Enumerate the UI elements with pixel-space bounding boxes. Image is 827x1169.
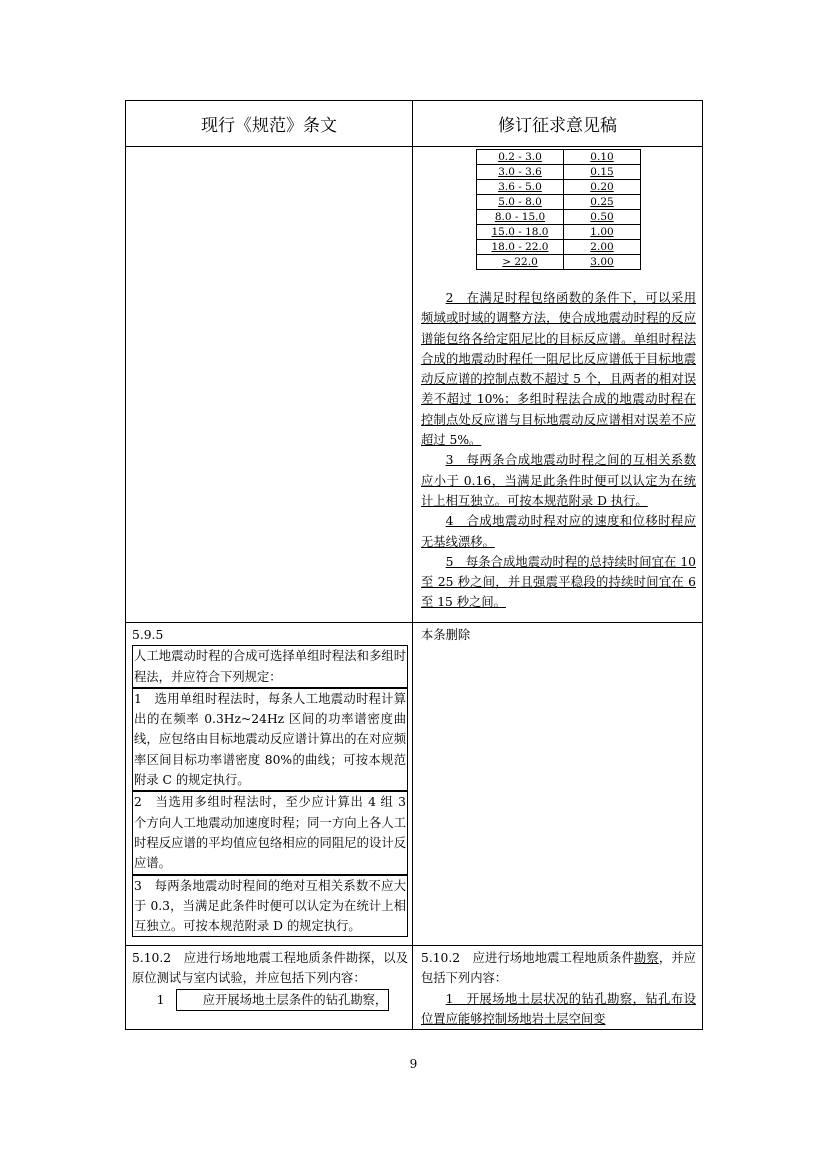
value-cell: 0.10: [564, 150, 641, 165]
clause-item-2: 2 在满足时程包络函数的条件下，可以采用频域或时域的调整方法，使合成地震动时程的反应谱能包络各给定阻尼比的目标反应谱。单组时程法合成的地震动时程任一阻尼比反应谱低于目标地震动反应谱的控制点数不超过 5 个，且两者的相对误差不超过 10%；多组时程法合成的地震动时程在控制点处反应谱与目标地震动反应谱相对误差不应超过 5%。: [421, 291, 696, 448]
value-cell: 3.00: [564, 255, 641, 270]
left-empty-cell: [126, 147, 413, 623]
table-row: [477, 210, 641, 225]
table-row: [477, 225, 641, 240]
right-column-title: 修订征求意见稿: [413, 101, 703, 147]
table-row: [477, 165, 641, 180]
right-clause-5102-cell: [413, 946, 703, 1030]
clause-5102-item-1: [132, 989, 408, 1011]
header-row: [126, 101, 703, 147]
clause-5102-revised-item-1: 1 开展场地土层状况的钻孔勘察，钻孔布设位置应能够控制场地岩土层空间变: [421, 991, 696, 1026]
clause-5102-revised-intro: [421, 948, 696, 989]
left-clause-5102-cell: [126, 946, 413, 1030]
period-cell: 3.0 - 3.6: [477, 165, 564, 180]
table-row: [477, 150, 641, 165]
clause-595-item-1-text: 1 选用单组时程法时，每条人工地震动时程计算出的在频率 0.3Hz~24Hz 区间的功率谱密度曲线，应包络由目标地震动反应谱计算出的在对应频率区间目标功率谱密度 80%的曲线；可按本规范附录 C 的规定执行。: [132, 688, 408, 791]
row-clause-595: [126, 623, 703, 946]
clause-item-4: 4 合成地震动时程对应的速度和位移时程应无基线漂移。: [421, 514, 696, 549]
intro-underlined: 勘察: [634, 951, 659, 965]
item-number: 1: [156, 992, 165, 1007]
value-cell: 0.50: [564, 210, 641, 225]
page-number: 9: [409, 1057, 418, 1071]
clause-595-item-3: [132, 875, 408, 938]
value-cell: 0.15: [564, 165, 641, 180]
table-row: [477, 195, 641, 210]
clause-number: 5.9.5: [132, 628, 164, 642]
value-cell: 2.00: [564, 240, 641, 255]
comparison-table: [125, 100, 703, 1030]
row-clause-5102: [126, 946, 703, 1030]
period-cell: 18.0 - 22.0: [477, 240, 564, 255]
period-cell: > 22.0: [477, 255, 564, 270]
table-row: [477, 180, 641, 195]
clause-5102-intro: 5.10.2 应进行场地地震工程地质条件勘探，以及原位测试与室内试验，并应包括下列内容：: [132, 951, 408, 986]
value-cell: 0.20: [564, 180, 641, 195]
clause-595-item-2: [132, 791, 408, 874]
table-row: [477, 255, 641, 270]
table-row: [477, 240, 641, 255]
clause-5102-item-1-text: 应开展场地土层条件的钻孔勘察，: [176, 989, 389, 1011]
right-continued-cell: [413, 147, 703, 623]
period-cell: 0.2 - 3.0: [477, 150, 564, 165]
right-clause-595-cell: [413, 623, 703, 946]
intro-part-b: ，并应包括下列内容：: [421, 951, 696, 986]
clause-item-3: 3 每两条合成地震动时程之间的互相关系数应小于 0.16，当满足此条件时便可以认定为在统计上相互独立。可按本规范附录 D 执行。: [421, 453, 696, 508]
damping-table: [476, 149, 641, 270]
period-cell: 8.0 - 15.0: [477, 210, 564, 225]
period-cell: 5.0 - 8.0: [477, 195, 564, 210]
left-clause-595-cell: [126, 623, 413, 946]
clause-595-intro-text: 人工地震动时程的合成可选择单组时程法和多组时程法，并应符合下列规定：: [132, 645, 408, 688]
row-continued: [126, 147, 703, 623]
value-cell: 0.25: [564, 195, 641, 210]
clause-595-item-2-text: 2 当选用多组时程法时，至少应计算出 4 组 3 个方向人工地震动加速度时程；同一方向上各人工时程反应谱的平均值应包络相应的同阻尼的设计反应谱。: [132, 791, 408, 874]
clause-item-5: 5 每条合成地震动时程的总持续时间宜在 10 至 25 秒之间，并且强震平稳段的持续时间宜在 6 至 15 秒之间。: [421, 554, 696, 610]
period-cell: 15.0 - 18.0: [477, 225, 564, 240]
intro-part-a: 5.10.2 应进行场地地震工程地质条件: [421, 951, 635, 965]
period-cell: 3.6 - 5.0: [477, 180, 564, 195]
clause-595-item-1: [132, 688, 408, 791]
left-column-title: 现行《规范》条文: [126, 101, 413, 147]
clause-595-intro: [132, 625, 408, 688]
clause-595-item-3-text: 3 每两条地震动时程间的绝对互相关系数不应大于 0.3，当满足此条件时便可以认定为在统计上相互独立。可按本规范附录 D 的规定执行。: [132, 875, 408, 938]
deleted-note: 本条删除: [421, 628, 471, 642]
value-cell: 1.00: [564, 225, 641, 240]
